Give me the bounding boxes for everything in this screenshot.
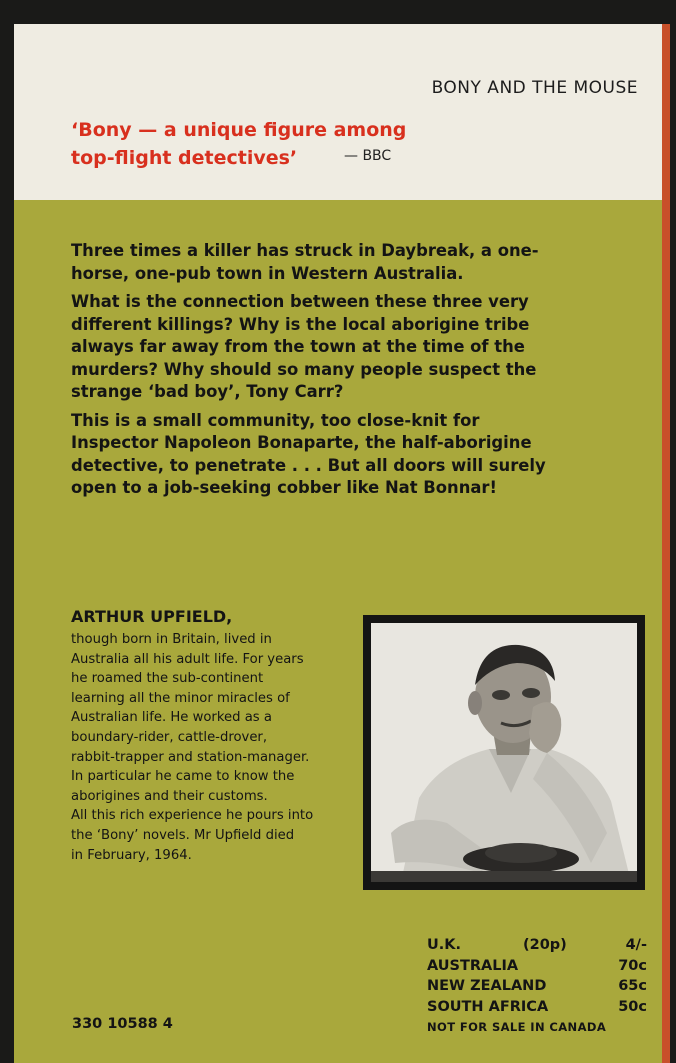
author-portrait-illustration (371, 623, 637, 882)
bio-line: aborigines and their customs. (71, 788, 268, 804)
quote-line-1: ‘Bony — a unique figure among (71, 119, 407, 141)
bio-line: Australian life. He worked as a (71, 710, 272, 726)
isbn: 330 10588 4 (72, 1016, 173, 1032)
bio-line: rabbit-trapper and station-manager. (71, 749, 310, 765)
price-value: 70c (618, 957, 647, 974)
quote-source: — BBC (344, 148, 392, 164)
price-value: 4/- (625, 937, 647, 953)
author-heading: ARTHUR UPFIELD, (71, 607, 233, 626)
bio-line: In particular he came to know the (71, 769, 295, 785)
top-band (14, 24, 662, 200)
bio-line: boundary-rider, cattle-drover, (71, 729, 268, 745)
blurb-paragraph: What is the connection between these three very different killings? Why is the local aborigine tribe always far away from the town at the time of the murders? Why should so many people suspect the strange ‘bad boy’, Tony Carr? (71, 292, 537, 401)
author-photo-frame (363, 615, 645, 890)
price-decimal: (20p) (523, 937, 567, 953)
spine-edge (662, 24, 670, 1063)
bio-line: in February, 1964. (71, 847, 192, 863)
price-country: NEW ZEALAND (427, 978, 547, 994)
quote-line-2: top-flight detectives’ (71, 147, 298, 169)
blurb (71, 240, 571, 506)
bio-line: the ‘Bony’ novels. Mr Upfield died (71, 827, 295, 843)
not-for-sale-notice: NOT FOR SALE IN CANADA (427, 1020, 607, 1034)
price-list (427, 935, 647, 1038)
bio-line: he roamed the sub-continent (71, 671, 264, 687)
blurb-paragraph: Three times a killer has struck in Daybreak, a one-horse, one-pub town in Western Australia. (71, 241, 539, 283)
bio-line: Australia all his adult life. For years (71, 651, 304, 667)
author-photo (371, 623, 637, 882)
price-value: 65c (618, 978, 647, 994)
price-country: U.K. (427, 937, 462, 953)
blurb-paragraph: This is a small community, too close-knit for Inspector Napoleon Bonaparte, the half-aborigine detective, to penetrate . . . But all doors will surely open to a job-seeking cobber like Nat Bonnar! (71, 410, 546, 497)
price-row (427, 956, 647, 977)
price-row (427, 976, 647, 997)
price-value: 50c (618, 998, 647, 1015)
book-title: BONY AND THE MOUSE (431, 78, 638, 98)
bio-line: though born in Britain, lived in (71, 632, 272, 647)
price-row (427, 997, 647, 1018)
book-back-cover (14, 24, 670, 1063)
price-row (427, 1017, 647, 1038)
price-row (427, 935, 647, 956)
bio-line: learning all the minor miracles of (71, 690, 290, 706)
price-country: SOUTH AFRICA (427, 998, 549, 1015)
bio-line: All this rich experience he pours into (71, 808, 314, 824)
author-bio (71, 630, 371, 865)
price-country: AUSTRALIA (427, 957, 519, 974)
